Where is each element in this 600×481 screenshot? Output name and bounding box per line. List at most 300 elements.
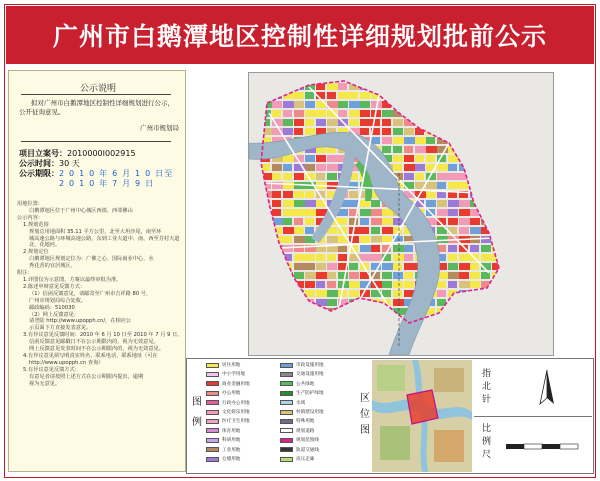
parcel [437,290,446,297]
legend-item [280,381,314,387]
parcel [415,164,425,171]
parcel [305,263,315,270]
parcel [470,272,480,279]
notice-body-line: 2.陈述申辩意见反馈方式： [23,283,86,290]
parcel [404,146,413,153]
locator-map [372,360,472,472]
parcel [349,110,360,117]
notice-body-line: 信函反馈意见邮戳日不在公示期限内的，视为无效意见。 [29,339,159,346]
parcel [349,218,358,225]
scale-bar-cell [474,417,592,472]
parcel [294,218,303,225]
parcel [294,272,304,279]
parcel [338,92,349,99]
parcel [382,128,391,135]
parcel [305,191,314,198]
parcel [382,272,392,279]
parcel [426,137,435,144]
parcel [448,218,458,225]
parcel [305,164,315,171]
parcel [294,227,304,234]
parcel [371,200,380,207]
parcel [327,263,337,270]
parcel [459,209,470,216]
parcel [294,254,305,261]
parcel [283,155,294,162]
parcel [305,92,314,99]
legend-label: 工业用地 [222,447,241,453]
north-arrow-icon [532,368,562,408]
parcel [283,173,292,180]
parcel [305,101,315,108]
project-no-label: 项目立案号： [19,149,67,158]
notice-body-line: 有意见者请按照上述方式在公示期限内提出，逾期 [29,373,144,380]
parcel [371,245,380,252]
parcel [415,137,426,144]
parcel [360,254,371,261]
parcel [349,290,359,297]
parcel [426,191,436,198]
notice-body-line: （1）信函反馈意见，请邮寄至广州市吉祥路 80 号， [29,290,152,297]
legend-swatch [280,363,293,368]
legend-swatch [280,410,293,415]
legend-label: 公共绿地 [296,381,315,387]
parcel [338,110,347,117]
legend-label: 仓储用地 [222,457,241,462]
legend-swatch [206,438,219,443]
parcel [294,92,304,99]
parcel [404,182,414,189]
legend-item [280,362,324,368]
parcel [305,254,315,261]
parcel [393,119,403,126]
legend-item [280,456,314,462]
parcel [404,164,415,171]
parcel [349,263,358,270]
parcel [327,173,337,180]
parcel [272,173,281,180]
legend-label: 规划道路 [296,428,315,434]
parcel [360,236,370,243]
parcel [470,245,479,252]
parcel [382,281,392,288]
parcel [283,227,294,234]
legend-swatch [280,381,293,386]
parcel [437,281,446,288]
notice-body-line: 广州市规划局综合处收。 [29,297,87,304]
parcel [404,137,415,144]
parcel [316,290,327,297]
parcel [448,182,459,189]
legend-label: 行政办公用地 [222,400,250,406]
notice-body-line: 视为无意见。 [29,380,61,387]
notice-body-line: 白鹅潭地区规划定位为：广佛之心、国际商业中心、水 [29,256,154,263]
parcel [349,236,359,243]
legend-item [280,371,324,377]
parcel [316,164,326,171]
parcel [470,263,479,270]
parcel [283,164,292,171]
parcel [404,155,414,162]
parcel [305,209,316,216]
parcel [305,200,316,207]
parcel [305,128,315,135]
parcel [437,164,448,171]
notice-body-line: 4.有异议意见须写明真实姓名、联系电话、联系地址（可在 [23,352,158,359]
parcel [470,218,480,225]
parcel [393,164,402,171]
parcel [459,272,469,279]
parcel [448,272,459,279]
legend-swatch [280,419,293,424]
parcel [272,110,281,117]
legend-label: 体育用地 [222,428,241,434]
parcel [349,119,359,126]
parcel [327,92,336,99]
parcel [404,263,415,270]
legend-item [280,418,314,424]
parcel [316,110,326,117]
period-label: 公示期限： [19,169,59,178]
legend-label: 居住用地 [222,363,241,368]
parcel [316,173,325,180]
parcel [426,182,437,189]
notice-body-line: 3.有异议意见反馈时间：2010 年 6 月 10 日至 2010 年 7 月 9 日。 [23,332,183,339]
parcel [393,281,403,288]
legend-swatch [280,400,293,405]
parcel [294,191,304,198]
legend-item [280,428,314,434]
parcel [481,254,492,261]
parcel [415,173,424,180]
parcel [316,272,327,279]
notice-body-line: 秀花香的宜居城区。 [29,263,76,270]
parcel [393,137,404,144]
notice-body-line: http://www.upopph.cn 查询） [29,359,104,366]
parcel [294,245,304,252]
legend-label: 文化娱乐用地 [222,410,250,415]
scale-label: 比例尺 [480,423,490,462]
parcel [437,209,448,216]
page-title: 广州市白鹅潭地区控制性详细规划批前公示 [52,22,547,51]
landuse-map [248,72,554,356]
legend-item [206,371,245,377]
parcel [382,110,393,117]
period-end: 2 0 1 0 年 7 月 9 日 [59,179,155,188]
notice-body-line: 附注： [17,270,33,277]
parcel [459,182,468,189]
notice-body-line: 邮政编码：510030 [29,304,75,311]
legend-list [206,362,356,470]
parcel [404,272,413,279]
duration-value: 30 天 [59,159,80,168]
parcel [382,236,392,243]
notice-signer: 广州市规划局 [140,124,179,132]
parcel [393,263,402,270]
parcel [437,200,447,207]
parcel [404,245,413,252]
notice-body-line: 网上反馈意见发表时间不在公示期限内的，视为无效意见。 [29,346,164,353]
parcel [349,281,360,288]
parcel [349,272,359,279]
parcel [459,200,470,207]
parcel [305,110,316,117]
parcel [481,245,491,252]
parcel [393,128,403,135]
parcel [371,218,382,225]
parcel [283,101,294,108]
legend-label: 科研用地 [222,438,241,444]
parcel [360,218,369,225]
parcel [305,272,316,279]
legend-swatch [206,410,219,415]
parcel [426,155,435,162]
parcel [382,227,393,234]
parcel [426,146,437,153]
parcel [327,155,338,162]
legend-swatch [206,419,219,424]
parcel [382,218,393,225]
parcel [393,146,402,153]
parcel [404,128,414,135]
project-info [19,149,185,189]
parcel [404,173,414,180]
parcel [349,191,358,198]
parcel [272,209,281,216]
parcel [448,245,457,252]
parcel [272,191,281,198]
parcel [404,254,413,261]
scale-bar-icon [504,441,584,453]
legend-label: 高压走廊 [296,457,315,462]
parcel [371,254,382,261]
divider [21,141,171,142]
parcel [283,110,292,117]
title-banner [6,6,594,64]
legend-label: 医疗卫生用地 [222,419,250,425]
parcel [448,281,457,288]
divider [21,94,171,95]
parcel [404,281,414,288]
legend-swatch [206,391,219,396]
legend-swatch [206,381,219,386]
locator-title [356,360,370,472]
parcel [316,263,326,270]
parcel [393,155,403,162]
legend-item [206,428,240,434]
notice-body [17,201,183,387]
parcel [283,182,294,189]
parcel [448,263,458,270]
parcel [283,191,293,198]
parcel [283,236,292,243]
parcel [426,200,436,207]
parcel [327,164,338,171]
parcel [327,281,336,288]
locator-map-drawing [372,360,472,472]
parcel [382,290,391,297]
parcel [360,200,370,207]
duration-label: 公示时间： [19,159,59,168]
parcel [316,155,326,162]
legend-label: 交通设施用地 [296,372,324,378]
parcel [382,263,393,270]
legend-swatch [280,457,293,462]
parcel [382,137,392,144]
legend-swatch [280,391,293,396]
parcel [294,209,305,216]
legend-item [280,447,319,453]
parcel [470,281,480,288]
legend-item [280,409,324,415]
legend-label: 轨道交通线 [296,447,319,453]
parcel [371,236,382,243]
notice-panel [8,70,186,472]
legend-swatch [206,372,219,377]
legend-item [280,437,319,443]
parcel [316,119,326,126]
parcel [338,101,348,108]
legend-label: 规划范围线 [296,438,319,444]
parcel [459,281,470,288]
legend-swatch [206,447,219,452]
legend-swatch [280,372,293,377]
parcel [305,218,314,225]
parcel [272,101,282,108]
legend-item [206,437,240,443]
notice-body-line: 公示内容： [17,214,43,221]
notice-body-line: 城高速公路与环城高速公路，东到工业大道中、南、西至芳村大道北、花地河。 [29,235,180,249]
parcel [316,281,325,288]
parcel [382,146,391,153]
parcel [294,173,304,180]
notice-intro: 拟对广州市白鹅潭地区控制性详细规划进行公示，公开征询意见。 [19,99,174,116]
parcel [305,281,315,288]
parcel [459,218,470,225]
notice-body-line: （2）网上反馈意见： [29,311,79,318]
parcel [393,290,402,297]
legend-swatch [280,447,293,452]
parcel [272,164,282,171]
landuse-map-drawing [249,73,553,355]
legend-title-text: 图例 [189,396,201,436]
period-start: 2 0 1 0 年 6 月 1 0 日至 [59,169,174,178]
parcel [338,272,348,279]
parcel [437,182,446,189]
parcel [360,92,370,99]
parcel [327,254,336,261]
parcel [283,209,294,216]
parcel [327,119,338,126]
parcel [393,299,404,306]
parcel [415,146,426,153]
parcel [415,155,424,162]
parcel [294,119,304,126]
parcel [305,119,314,126]
legend-swatch [206,428,219,433]
parcel [448,254,457,261]
parcel [470,227,481,234]
notice-body-line: 2.规划定位 [23,249,49,256]
legend-title [188,360,202,472]
parcel [448,200,459,207]
parcel [338,245,347,252]
parcel [371,119,380,126]
legend-swatch [206,400,219,405]
notice-body-line: 1.规划范围 [23,221,49,228]
parcel [294,263,305,270]
legend-item [206,381,250,387]
parcel [338,254,347,261]
parcel [327,83,338,90]
legend-label: 市政设施用地 [296,363,324,368]
parcel [283,218,292,225]
parcel [360,128,369,135]
parcel [349,101,360,108]
parcel [393,272,403,279]
legend-label: 村镇建设用地 [296,410,324,415]
parcel [327,272,336,279]
project-no: 2010000I002915 [67,149,136,158]
parcel [448,164,457,171]
legend-swatch [280,428,293,433]
parcel [360,227,369,234]
map-furniture [474,360,592,472]
legend-item [206,390,240,396]
legend-item [206,418,250,424]
legend-swatch [280,438,293,443]
parcel [393,245,404,252]
parcel [349,92,358,99]
legend-item [206,362,240,368]
legend-label: 特殊用地 [296,419,315,425]
parcel [393,254,404,261]
parcel [360,245,371,252]
parcel [371,209,382,216]
parcel [294,110,304,117]
parcel [360,110,370,117]
parcel [294,101,304,108]
north-arrow-cell [474,360,592,417]
parcel [338,83,347,90]
legend-label: 商业金融用地 [222,381,250,387]
parcel [305,155,315,162]
parcel [459,254,470,261]
parcel [360,119,371,126]
parcel [327,299,337,306]
notice-body-line: 规划总用地面积 35.11 平方公里，北至大坦沙尾，南至环 [29,228,162,235]
parcel [283,200,294,207]
parcel [283,119,293,126]
parcel [316,254,325,261]
parcel [448,209,458,216]
north-label: 指北针 [480,368,490,407]
legend-item [280,400,305,406]
notice-body-line: 1.详图仅为示意图，方案以最终审批为准。 [23,276,122,283]
parcel [371,227,380,234]
notice-heading: 公示说明 [79,84,116,94]
locator-title-text: 区位图 [357,392,369,440]
parcel [305,227,314,234]
legend-label: 中小学用地 [222,372,245,378]
notice-body-line: 5.有异议意见反馈方式： [23,366,80,373]
parcel [294,236,305,243]
legend-swatch [206,457,219,462]
parcel [437,173,448,180]
legend-item [206,409,250,415]
legend-label: 办公用地 [222,391,241,397]
legend-item [206,456,240,462]
